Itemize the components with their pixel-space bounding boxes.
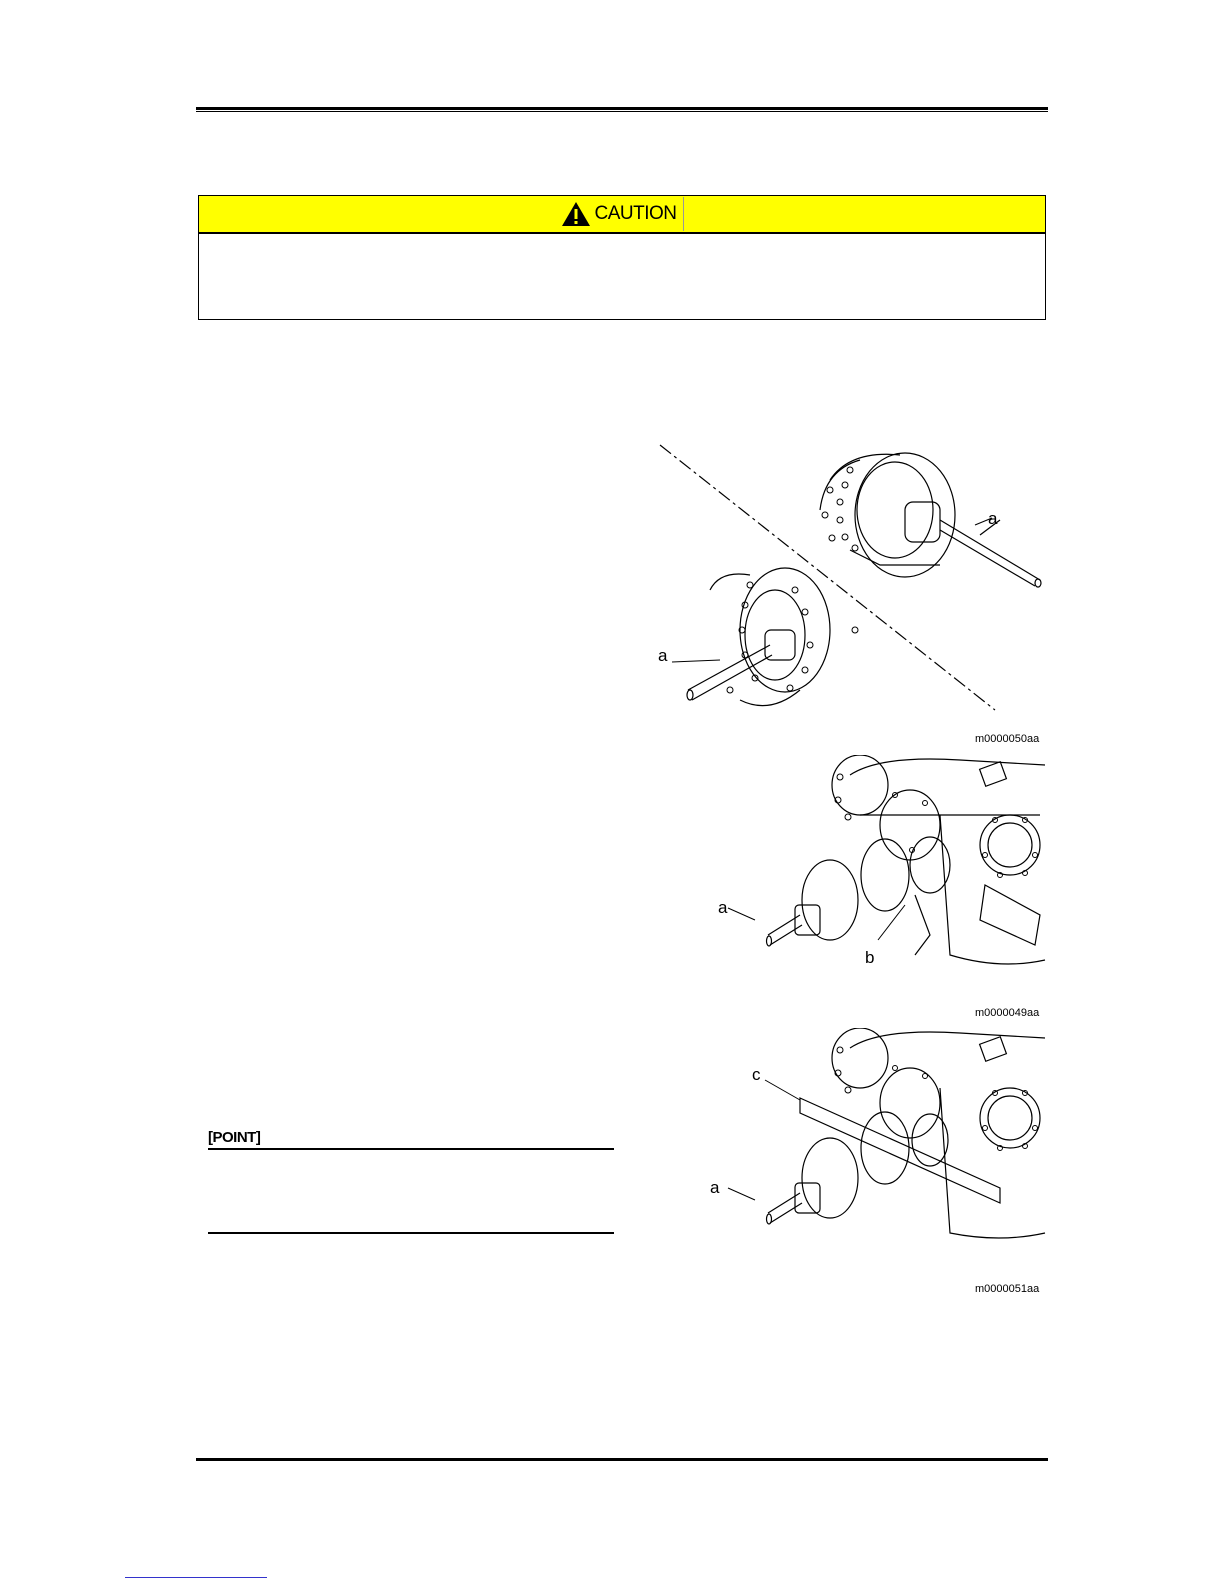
figure-3-callout-c: c (752, 1065, 761, 1084)
figure-3-code: m0000051aa (975, 1283, 1040, 1295)
caution-box (198, 195, 1046, 320)
footer-link-underline[interactable] (125, 1577, 267, 1578)
figure-3-illustration (700, 1028, 1050, 1248)
figure-2-code: m0000049aa (975, 1007, 1040, 1019)
point-title: [POINT] (208, 1129, 261, 1146)
figure-3-callout-a: a (710, 1178, 720, 1197)
caution-header (199, 196, 1045, 234)
caution-label: CAUTION (594, 203, 677, 224)
point-rule-top (208, 1148, 614, 1150)
point-rule-bottom (208, 1232, 614, 1234)
footer-rule (196, 1458, 1048, 1461)
point-box (208, 1128, 614, 1150)
figure-2-callout-b: b (865, 948, 875, 967)
figure-1-illustration (650, 440, 1050, 720)
figure-1-code: m0000050aa (975, 733, 1040, 745)
figure-1-callout-a-right: a (988, 509, 998, 528)
figure-1-callout-a-left: a (658, 646, 668, 665)
figure-2-illustration (700, 755, 1050, 975)
warning-triangle-icon (561, 201, 591, 227)
header-rule (196, 107, 1048, 110)
figure-2-callout-a: a (718, 898, 728, 917)
header-rule-thin (196, 111, 1048, 112)
